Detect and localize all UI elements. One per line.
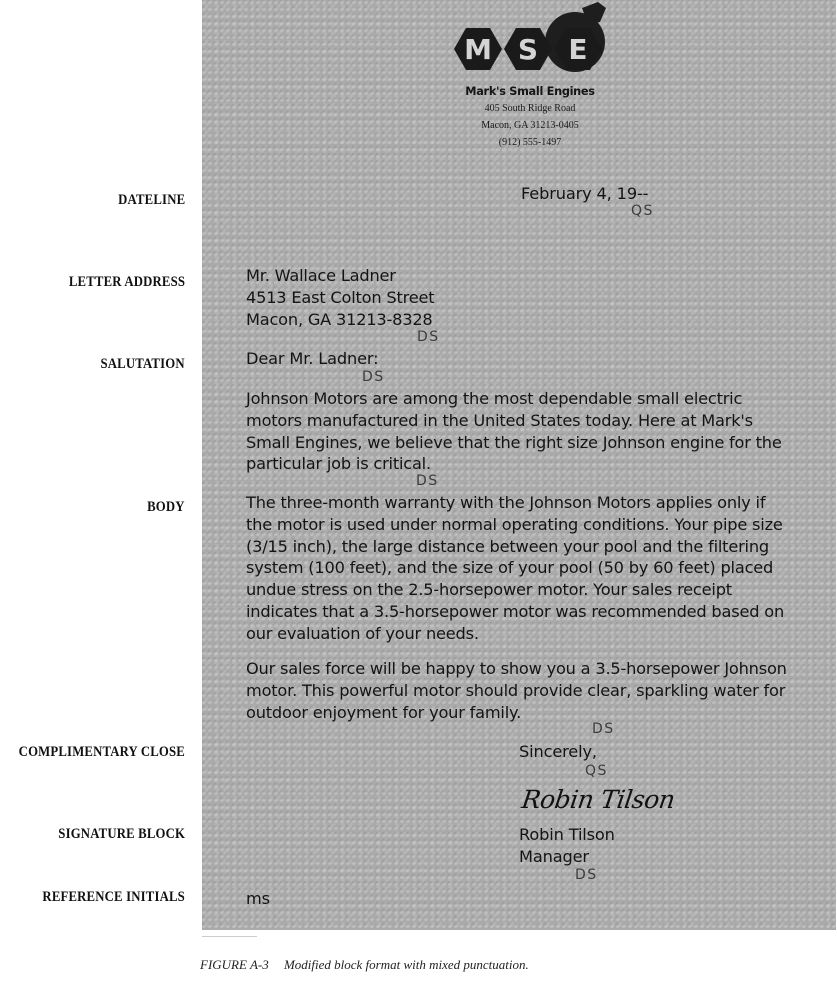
figure-caption-text: Modified block format with mixed punctuation. [283,957,529,972]
divider [202,936,257,937]
company-street: 405 South Ridge Road [484,103,576,114]
logo-letter-s: S [517,33,539,66]
body-paragraph-2 [246,492,806,645]
address-line: Mr. Wallace Ladner [246,266,396,285]
label-reference-initials: REFERENCE INITIALS [42,889,185,905]
dateline: February 4, 19-- [521,184,649,203]
reference-initials: ms [246,889,270,908]
figure-number: FIGURE A-3 [200,957,269,972]
company-city: Macon, GA 31213-0405 [481,120,579,131]
body-line: Small Engines, we believe that the right size Johnson engine for the [246,432,782,452]
body-line: (3/15 inch), the large distance between your pool and the filtering [246,536,769,556]
body-paragraph-3 [246,658,806,723]
body-line: indicates that a 3.5-horsepower motor was recommended based on [246,601,784,621]
letter-address [246,265,806,330]
signer-title: Manager [519,847,589,866]
body-paragraph-1 [246,388,806,475]
logo-letter-e: E [568,33,588,66]
body-line: motors manufactured in the United States today. Here at Mark's [246,410,753,430]
body-line: The three-month warranty with the Johnson Motors applies only if [246,493,766,512]
logo-letter-m: M [464,33,492,66]
mse-logo [450,0,615,78]
label-signature-block: SIGNATURE BLOCK [58,826,185,842]
body-line: undue stress on the 2.5-horsepower motor. Your sales receipt [246,580,732,600]
label-complimentary-close: COMPLIMENTARY CLOSE [18,744,185,760]
address-line: 4513 East Colton Street [246,287,435,307]
spacing-mark-ds: DS [416,473,439,489]
body-line: motor. This powerful motor should provide clear, sparkling water for [246,680,786,700]
body-line: Johnson Motors are among the most dependable small electric [246,389,743,408]
label-body: BODY [147,499,185,515]
body-line: our evaluation of your needs. [246,623,479,643]
label-dateline: DATELINE [117,192,185,208]
spacing-mark-qs: QS [631,203,654,219]
spacing-mark-qs: QS [585,763,608,779]
spacing-mark-ds: DS [417,329,440,345]
signer-name: Robin Tilson [519,825,615,844]
body-line: system (100 feet), and the size of your pool (50 by 60 feet) placed [246,558,774,578]
body-line: the motor is used under normal operating conditions. Your pipe size [246,514,783,534]
handwritten-signature: Robin Tilson [519,785,677,814]
address-line: Macon, GA 31213-8328 [246,309,433,329]
company-name: Mark's Small Engines [465,85,595,98]
label-salutation: SALUTATION [100,356,185,372]
spacing-mark-ds: DS [575,867,598,883]
salutation: Dear Mr. Ladner: [246,349,379,368]
body-line: particular job is critical. [246,454,431,474]
spacing-mark-ds: DS [362,369,385,385]
spacing-mark-ds: DS [592,721,615,737]
complimentary-close: Sincerely, [519,742,597,761]
body-line: Our sales force will be happy to show you a 3.5-horsepower Johnson [246,659,787,678]
body-line: outdoor enjoyment for your family. [246,702,522,722]
figure-caption [200,957,529,973]
label-letter-address: LETTER ADDRESS [68,274,185,290]
company-phone: (912) 555-1497 [498,137,562,148]
